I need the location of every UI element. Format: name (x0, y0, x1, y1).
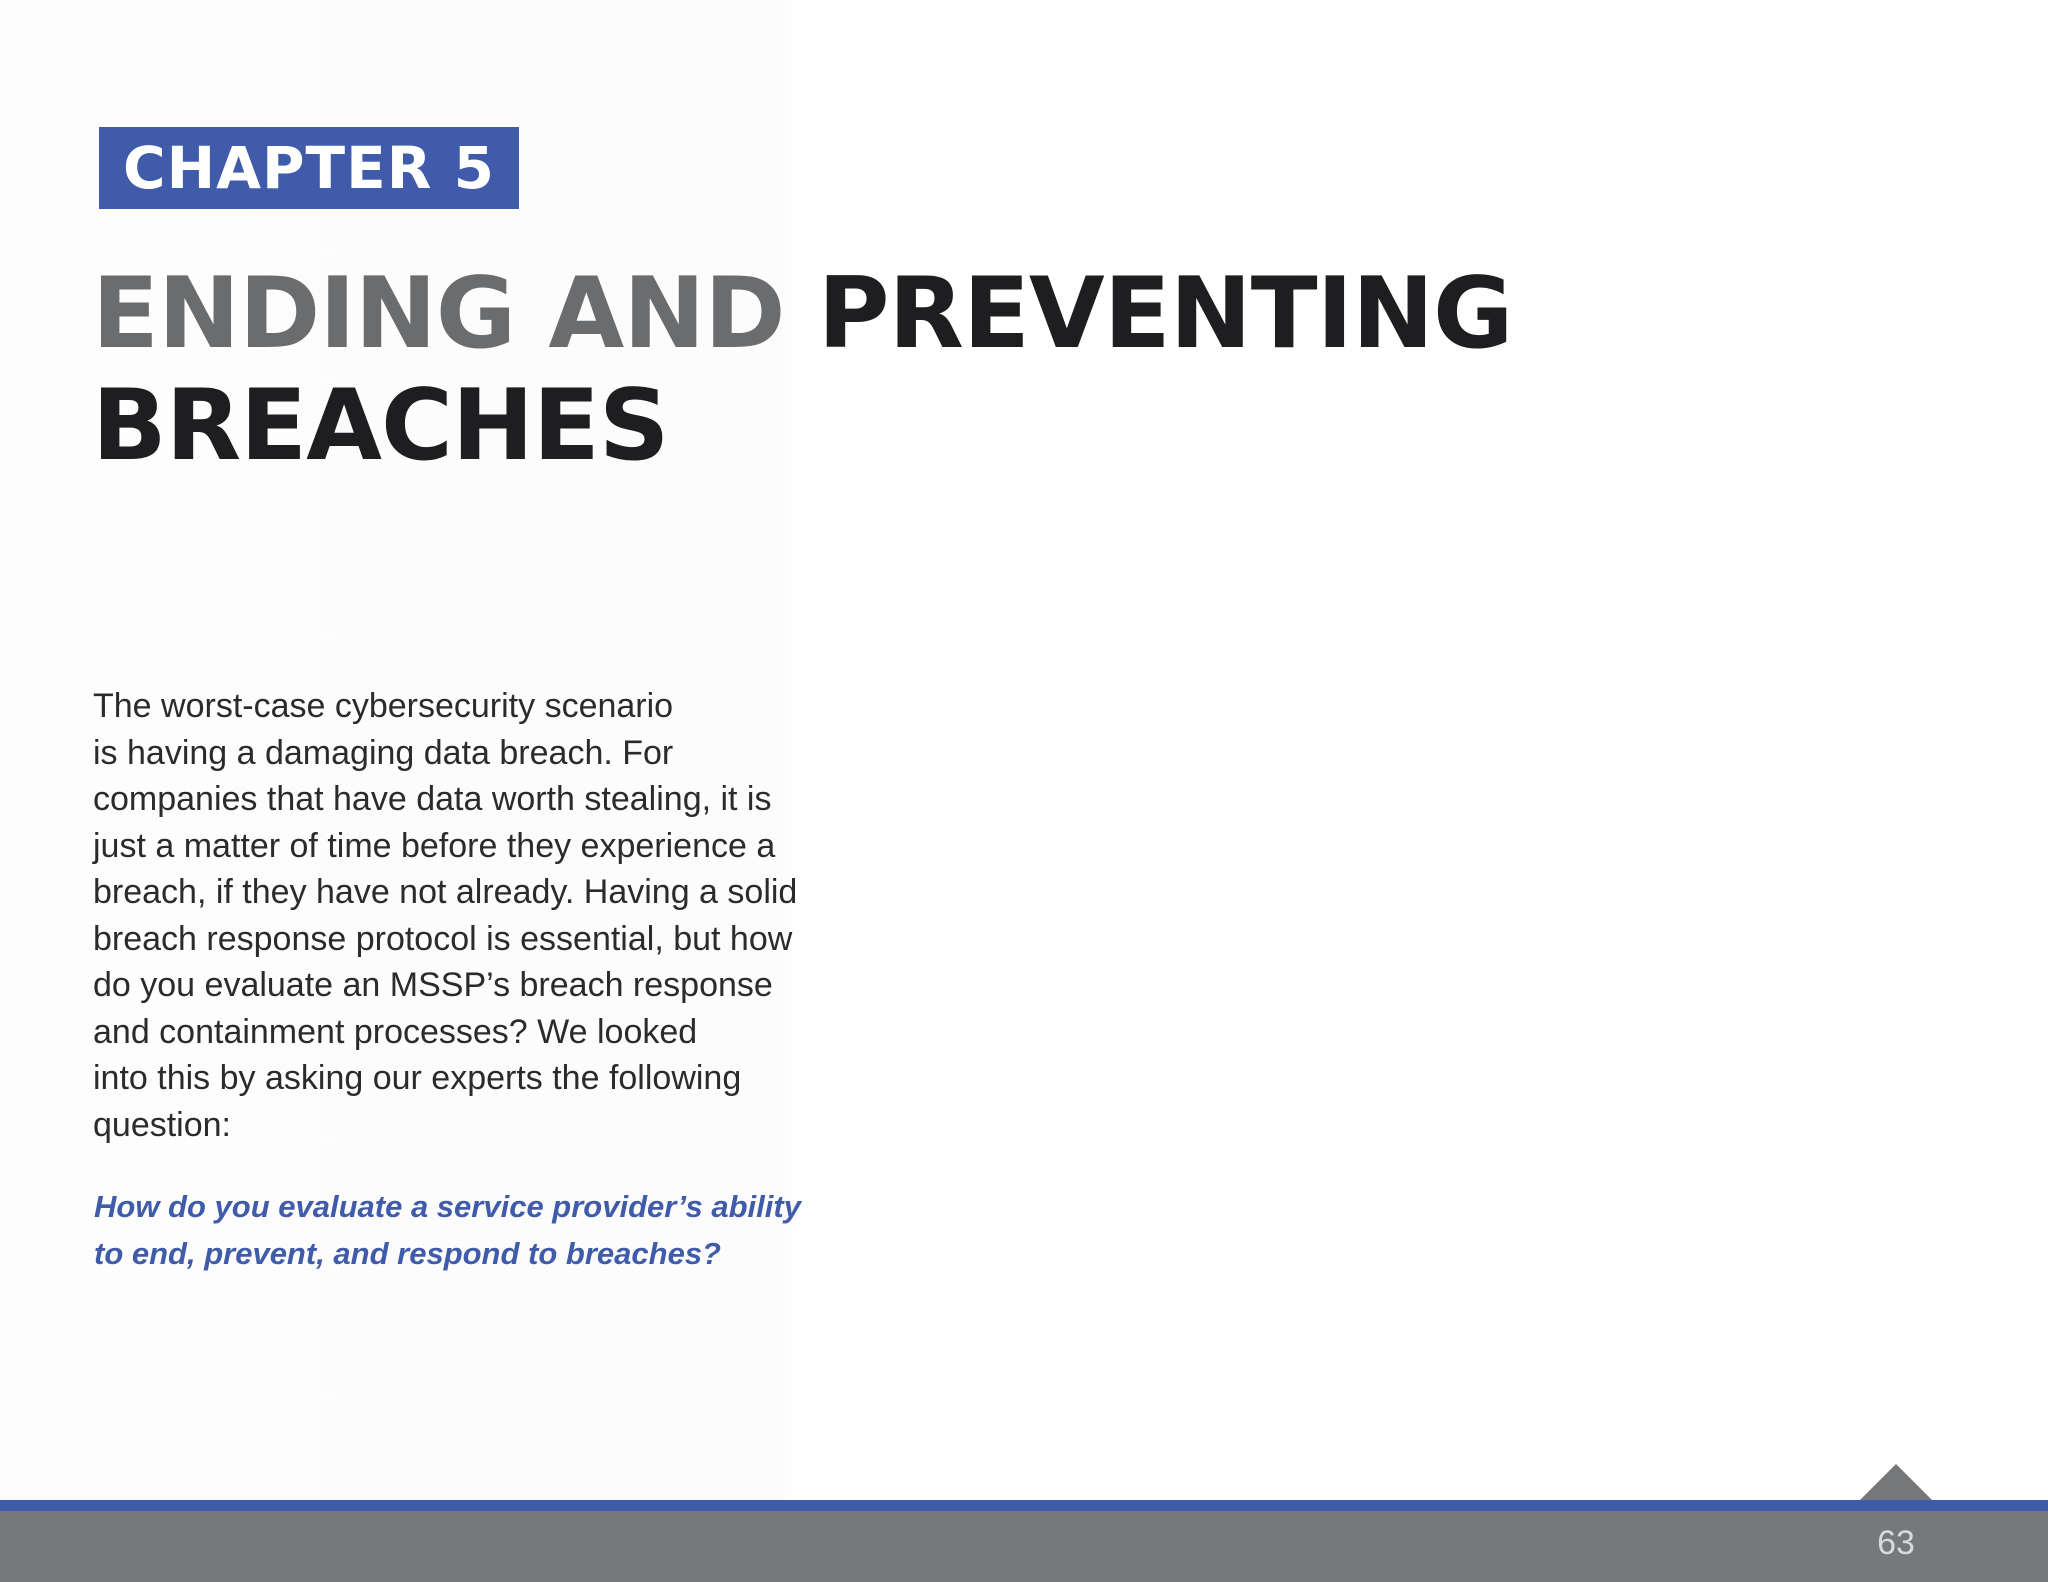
question-line: How do you evaluate a service provider’s ability (94, 1189, 801, 1224)
chapter-label: CHAPTER 5 (123, 134, 495, 202)
chapter-badge (99, 127, 519, 209)
paragraph-line: breach response protocol is essential, but how (93, 919, 793, 958)
paragraph-line: The worst-case cybersecurity scenario (93, 687, 674, 725)
title-dark-part-line2: BREACHES (92, 369, 669, 483)
paragraph-line: do you evaluate an MSSP’s breach response (93, 966, 773, 1004)
paragraph-line: question: (93, 1105, 231, 1144)
paragraph-line: is having a damaging data breach. For (93, 733, 674, 772)
title-gray-part: ENDING AND (92, 257, 785, 371)
page-number: 63 (1877, 1524, 1915, 1562)
footer-bar (0, 1511, 2048, 1582)
intro-paragraph (93, 683, 813, 1148)
question-line: to end, prevent, and respond to breaches? (94, 1236, 721, 1271)
paragraph-line: just a matter of time before they experience a (93, 826, 776, 865)
title-dark-part-line1: PREVENTING (817, 257, 1513, 371)
key-question (94, 1183, 814, 1277)
paragraph-line: breach, if they have not already. Having a solid (93, 873, 798, 911)
paragraph-line: into this by asking our experts the following (93, 1059, 742, 1097)
paragraph-line: companies that have data worth stealing, it is (93, 780, 772, 818)
chapter-title (92, 258, 1513, 482)
paragraph-line: and containment processes? We looked (93, 1012, 698, 1051)
